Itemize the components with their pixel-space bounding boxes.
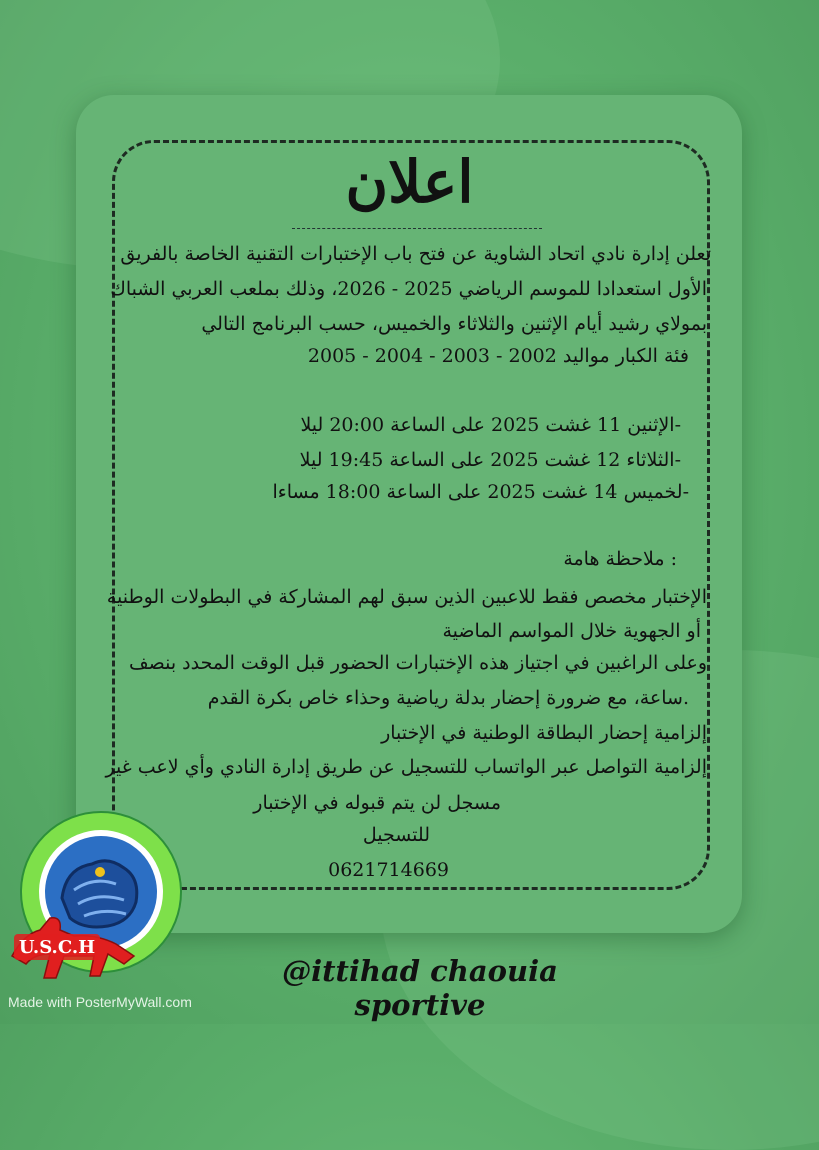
intro-line: فئة الكبار مواليد 2002 - 2003 - 2004 - 2005 bbox=[307, 345, 689, 367]
note-line: .ساعة، مع ضرورة إحضار بدلة رياضية وحذاء خاص بكرة القدم bbox=[207, 687, 689, 709]
logo-initials: U.S.C.H bbox=[18, 937, 96, 958]
intro-line: الأول استعدادا للموسم الرياضي 2025 - 2026، وذلك بملعب العربي الشباك bbox=[110, 278, 707, 300]
intro-line: بمولاي رشيد أيام الإثنين والثلاثاء والخميس، حسب البرنامج التالي bbox=[201, 313, 707, 335]
note-line: إلزامية التواصل عبر الواتساب للتسجيل عن طريق إدارة النادي وأي لاعب غير bbox=[105, 756, 707, 778]
note-line: إلزامية إحضار البطاقة الوطنية في الإختبار bbox=[381, 722, 707, 744]
note-heading: : ملاحظة هامة bbox=[563, 548, 677, 570]
register-label: للتسجيل bbox=[362, 824, 430, 846]
intro-line: تعلن إدارة نادي اتحاد الشاوية عن فتح باب الإختبارات التقنية الخاصة بالفريق bbox=[120, 243, 711, 265]
note-line: وعلى الراغبين في اجتياز هذه الإختبارات الحضور قبل الوقت المحدد بنصف bbox=[128, 652, 707, 674]
title-underline bbox=[292, 228, 542, 229]
made-with-watermark: Made with PosterMyWall.com bbox=[8, 994, 192, 1010]
schedule-item: -الإثنين 11 غشت 2025 على الساعة 20:00 ليلا bbox=[300, 414, 681, 436]
note-line: مسجل لن يتم قبوله في الإختبار bbox=[253, 792, 501, 814]
schedule-item: -الثلاثاء 12 غشت 2025 على الساعة 19:45 ليلا bbox=[299, 449, 681, 471]
note-line: أو الجهوية خلال المواسم الماضية bbox=[442, 620, 701, 642]
phone-number: 0621714669 bbox=[328, 859, 449, 881]
announcement-title: اعلان bbox=[345, 148, 474, 216]
note-line: الإختبار مخصص فقط للاعبين الذين سبق لهم المشاركة في البطولات الوطنية bbox=[106, 586, 707, 608]
club-logo bbox=[4, 806, 182, 984]
schedule-item: -لخميس 14 غشت 2025 على الساعة 18:00 مساءا bbox=[272, 481, 689, 503]
social-handle: @ittihad chaouia sportive bbox=[282, 954, 558, 1022]
